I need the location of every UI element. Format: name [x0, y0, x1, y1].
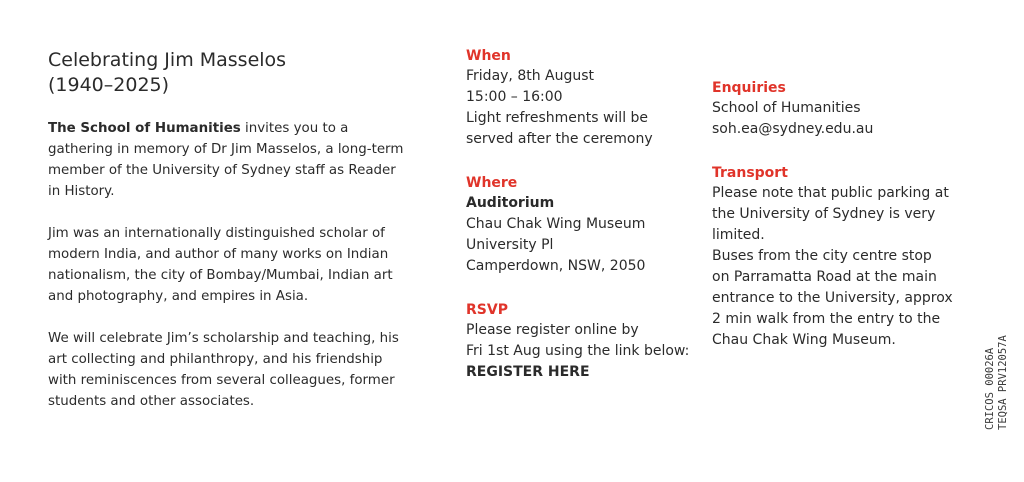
celebration-paragraph: We will celebrate Jim’s scholarship and teaching, his art collecting and philanthropy, and his friendship with reminiscences from several colleagues, former students and other associates. [48, 331, 399, 409]
where-section [466, 173, 701, 277]
refreshments-note-1: Light refreshments will be [466, 110, 649, 126]
enquiries-heading: Enquiries [712, 80, 786, 96]
transport-heading: Transport [712, 165, 788, 181]
transport-section [712, 163, 972, 351]
address-line-2: University Pl [466, 237, 554, 253]
intro-paragraph [48, 118, 408, 202]
event-date: Friday, 8th August [466, 68, 595, 84]
provider-codes [984, 335, 1010, 430]
cricos-code: CRICOS 00026A [984, 347, 996, 430]
transport-line: Buses from the city centre stop [712, 248, 932, 264]
transport-line: limited. [712, 227, 765, 243]
rsvp-heading: RSVP [466, 302, 508, 318]
transport-line: Chau Chak Wing Museum. [712, 332, 896, 348]
venue-name: Auditorium [466, 195, 555, 211]
when-heading: When [466, 48, 511, 64]
rsvp-line-2: Fri 1st Aug using the link below: [466, 343, 690, 359]
transport-line: on Parramatta Road at the main [712, 269, 937, 285]
address-line-1: Chau Chak Wing Museum [466, 216, 646, 232]
register-link[interactable]: REGISTER HERE [466, 364, 590, 380]
page-title [48, 48, 408, 98]
contact-details [712, 78, 972, 374]
rsvp-line-1: Please register online by [466, 322, 639, 338]
rsvp-section [466, 300, 701, 383]
when-section [466, 46, 701, 150]
title-line-1: Celebrating Jim Masselos [48, 49, 287, 71]
bio-paragraph: Jim was an internationally distinguished scholar of modern India, and author of many works on Indian nationalism, the city of Bombay/Mumbai, Indian art and photography, and empires in Asia. [48, 226, 393, 304]
title-line-2: (1940–2025) [48, 74, 170, 96]
transport-line: 2 min walk from the entry to the [712, 311, 941, 327]
transport-line: Please note that public parking at [712, 185, 949, 201]
enquiries-email[interactable]: soh.ea@sydney.edu.au [712, 121, 874, 137]
refreshments-note-2: served after the ceremony [466, 131, 653, 147]
where-heading: Where [466, 175, 518, 191]
address-line-3: Camperdown, NSW, 2050 [466, 258, 646, 274]
school-name: The School of Humanities [48, 121, 241, 136]
teqsa-code: TEQSA PRV12057A [997, 335, 1009, 430]
transport-line: entrance to the University, approx [712, 290, 953, 306]
enquiries-section [712, 78, 972, 140]
transport-line: the University of Sydney is very [712, 206, 936, 222]
intro-text: invites you to a gathering in memory of Dr Jim Masselos, a long-term member of the University of Sydney staff as Reader in History. [48, 121, 404, 199]
event-details [466, 46, 701, 406]
invitation-intro [48, 48, 408, 412]
enquiries-org: School of Humanities [712, 100, 861, 116]
event-time: 15:00 – 16:00 [466, 89, 563, 105]
